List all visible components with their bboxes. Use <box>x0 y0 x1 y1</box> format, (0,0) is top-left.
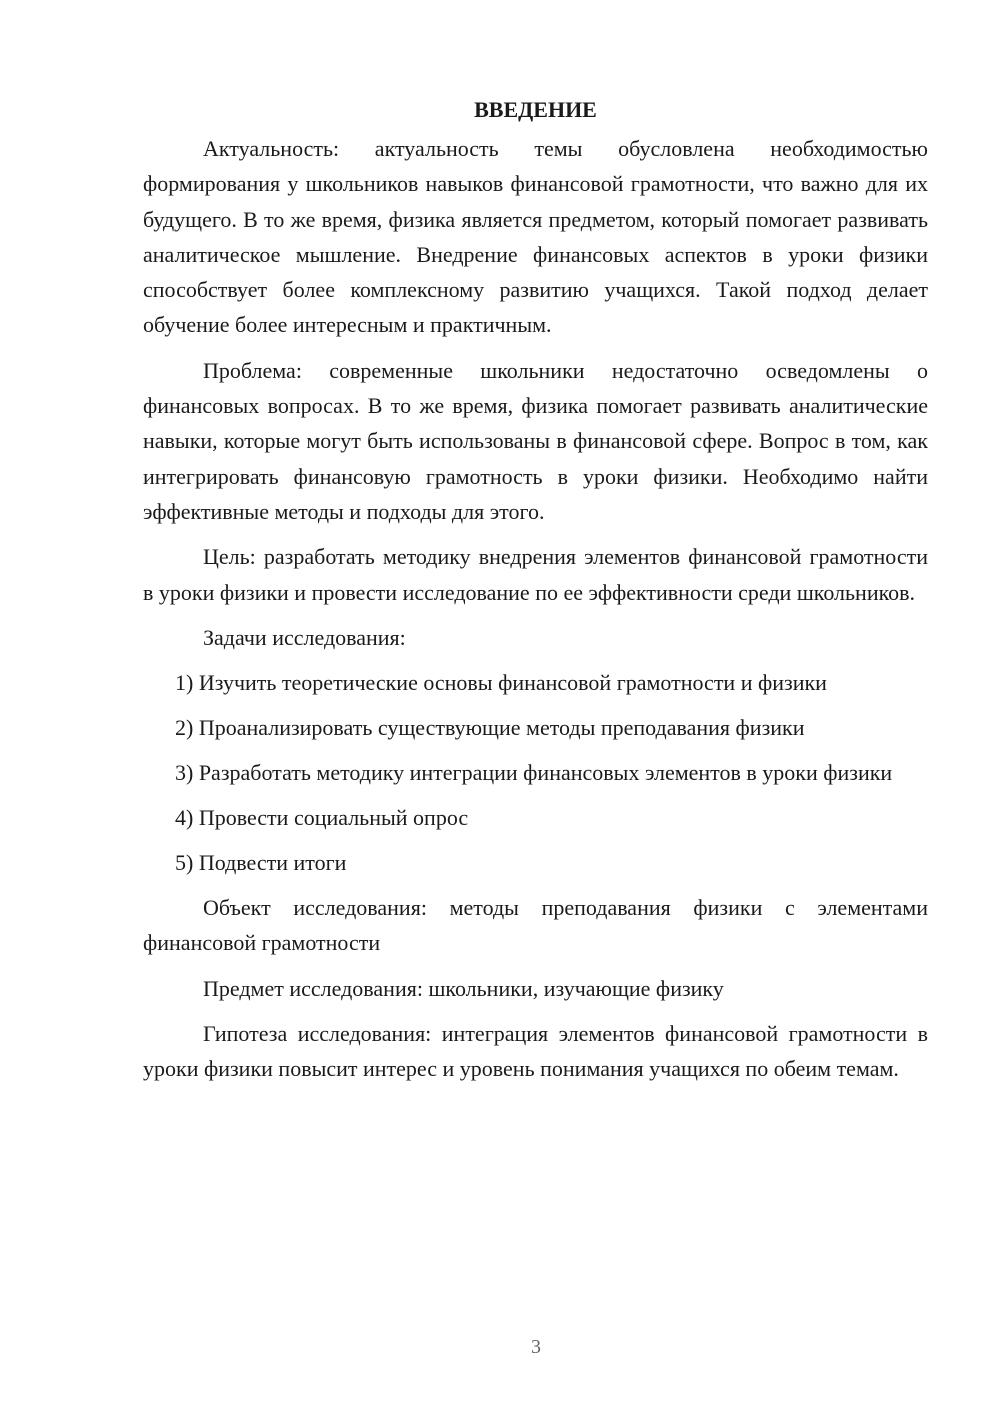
relevance-paragraph: Актуальность: актуальность темы обусловлена необходимостью формирования у школьников навыков финансовой грамотности, что важно для их будущего. В то же время, физика является предметом, который помогает развивать аналитическое мышление. Внедрение финансовых аспектов в уроки физики способствует более комплексному развитию учащихся. Такой подход делает обучение более интересным и практичным. <box>143 136 928 338</box>
page-number: 3 <box>531 1336 541 1358</box>
task-item-3: 3) Разработать методику интеграции финансовых элементов в уроки физики <box>175 759 893 785</box>
task-item-4: 4) Провести социальный опрос <box>175 805 469 831</box>
section-title: ВВЕДЕНИЕ <box>474 97 597 122</box>
subject-paragraph: Предмет исследования: школьники, изучающие физику <box>203 975 724 1001</box>
task-item-2: 2) Проанализировать существующие методы преподавания физики <box>175 714 805 740</box>
task-item-5: 5) Подвести итоги <box>175 850 347 876</box>
object-paragraph: Объект исследования: методы преподавания физики с элементами финансовой грамотности <box>143 895 928 956</box>
hypothesis-paragraph: Гипотеза исследования: интеграция элементов финансовой грамотности в уроки физики повысит интерес и уровень понимания учащихся по обеим темам. <box>143 1021 928 1082</box>
problem-paragraph: Проблема: современные школьники недостаточно осведомлены о финансовых вопросах. В то же время, физика помогает развивать аналитические навыки, которые могут быть использованы в финансовой сфере. Вопрос в том, как интегрировать финансовую грамотность в уроки физики. Необходимо найти эффективные методы и подходы для этого. <box>143 357 928 524</box>
tasks-heading: Задачи исследования: <box>203 624 406 650</box>
page-content <box>143 92 928 1097</box>
task-item-1: 1) Изучить теоретические основы финансовой грамотности и физики <box>175 669 827 695</box>
goal-paragraph: Цель: разработать методику внедрения элементов финансовой грамотности в уроки физики и провести исследование по ее эффективности среди школьников. <box>143 544 928 605</box>
